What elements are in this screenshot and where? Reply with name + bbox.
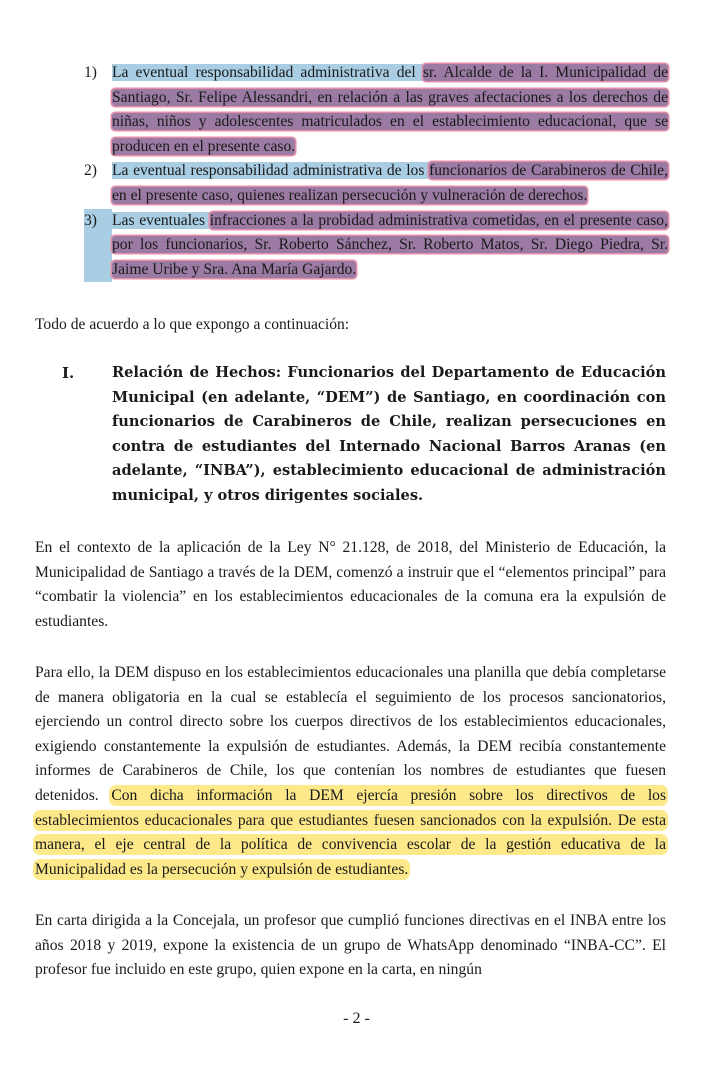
paragraph-2-text: Para ello, la DEM dispuso en los establecimientos educacionales una planilla que debía completarse de manera obligatoria en la cual se establecía el seguimiento de los procesos sancionatorios, ejerciendo un control directo sobre los cuerpos directivos de los establecimientos educacionales, exigiendo constantemente la expulsión de estudiantes. Además, la DEM recibía constantemente informes de Carabineros de Chile, los que contenían los nombres de estudiantes que fuesen detenidos. bbox=[35, 664, 666, 804]
paragraph-2 bbox=[35, 661, 666, 882]
highlighted-text-blue: La eventual responsabilidad administrativa del bbox=[112, 64, 423, 81]
numbered-list bbox=[84, 61, 668, 282]
list-item-text bbox=[112, 209, 668, 283]
highlighted-text-mauve: funcionarios de Carabineros de Chile, en el presente caso, quienes realizan persecución y vulneración de derechos. bbox=[112, 162, 668, 204]
section-heading bbox=[62, 361, 666, 509]
highlighted-text-mauve: sr. Alcalde de la I. Municipalidad de Santiago, Sr. Felipe Alessandri, en relación a las graves afectaciones a los derechos de niñas, niños y adolescentes matriculados en el establecimiento educacional, que se producen en el presente caso. bbox=[112, 64, 668, 155]
list-item bbox=[84, 61, 668, 159]
list-marker: 1) bbox=[84, 64, 97, 81]
paragraph-1: En el contexto de la aplicación de la Ley N° 21.128, de 2018, del Ministerio de Educación, la Municipalidad de Santiago a través de la DEM, comenzó a instruir que el “elementos principal” para “combatir la violencia” en los establecimientos educacionales de la comuna era la expulsión de estudiantes. bbox=[35, 539, 666, 630]
section-number: I. bbox=[62, 364, 75, 382]
highlighted-text-blue: La eventual responsabilidad administrativa de los bbox=[112, 162, 430, 180]
list-marker: 3) bbox=[84, 209, 112, 283]
list-item bbox=[84, 209, 668, 283]
paragraph-3: En carta dirigida a la Concejala, un profesor que cumplió funciones directivas en el INBA entre los años 2018 y 2019, expone la existencia de un grupo de WhatsApp denominado “INBA-CC”. El profesor fue incluido en este grupo, quien expone en la carta, en ningún bbox=[35, 912, 666, 979]
list-item-text bbox=[112, 159, 668, 208]
highlighted-text-blue: Las eventuales bbox=[112, 211, 210, 229]
section-title: Relación de Hechos: Funcionarios del Departamento de Educación Municipal (en adelante, “DEM”) de Santiago, en coordinación con funcionarios de Carabineros de Chile, realizan persecuciones en contra de estudiantes del Internado Nacional Barros Aranas (en adelante, “INBA”), establecimiento educacional de administración municipal, y otros dirigentes sociales. bbox=[112, 364, 666, 504]
intro-paragraph: Todo de acuerdo a lo que expongo a continuación: bbox=[35, 316, 350, 333]
list-marker: 2) bbox=[84, 162, 97, 180]
list-item bbox=[84, 159, 668, 208]
highlighted-text-yellow: Con dicha información la DEM ejercía presión sobre los directivos de los establecimientos educacionales para que estudiantes fuesen sancionados con la expulsión. De esta manera, el eje central de la política de convivencia escolar de la gestión educativa de la Municipalidad es la persecución y expulsión de estudiantes. bbox=[35, 786, 667, 878]
list-item-text bbox=[112, 61, 668, 159]
highlighted-text-mauve: infracciones a la probidad administrativa cometidas, en el presente caso, por los funcionarios, Sr. Roberto Sánchez, Sr. Roberto Matos, Sr. Diego Piedra, Sr. Jaime Uribe y Sra. Ana María Gajardo. bbox=[112, 211, 668, 278]
page-number: - 2 - bbox=[343, 1010, 370, 1027]
